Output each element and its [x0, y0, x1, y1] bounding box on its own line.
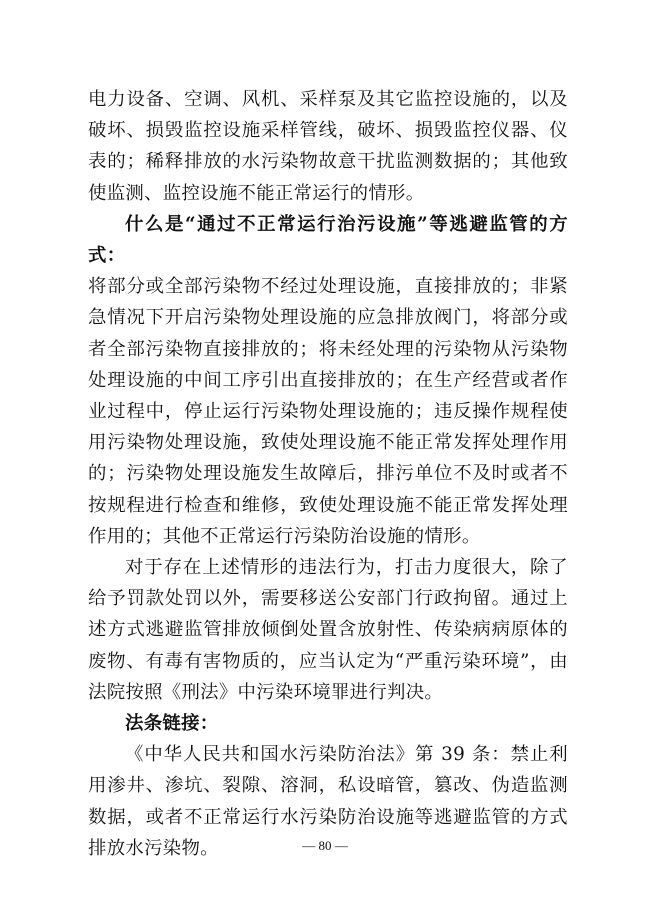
paragraph-penalties: 对于存在上述情形的违法行为，打击力度很大，除了给予罚款处罚以外，需要移送公安部门行政拘留。通过上述方式逃避监管排放倾倒处置含放射性、传染病病原体的废物、有毒有害物质的，应当认定为“严重污染环境”，由法院按照《刑法》中污染环境罪进行判决。: [88, 557, 568, 703]
heading-legal-links: 法条链接：: [125, 713, 219, 735]
paragraph-monitoring-damage: 电力设备、空调、风机、采样泵及其它监控设施的，以及破坏、损毁监控设施采样管线，破坏、损毁监控仪器、仪表的；稀释排放的水污染物故意干扰监测数据的；其他致使监测、监控设施不能正常运行的情形。: [88, 89, 568, 204]
page-number: — 80 —: [302, 838, 348, 853]
paragraph-evasion-methods: 将部分或全部污染物不经过处理设施，直接排放的；非紧急情况下开启污染物处理设施的应急排放阀门，将部分或者全部污染物直接排放的；将未经处理的污染物从污染物处理设施的中间工序引出直接排放的；在生产经营或者作业过程中，停止运行污染物处理设施的；违反操作规程使用污染物处理设施，致使处理设施不能正常发挥处理作用的；污染物处理设施发生故障后，排污单位不及时或者不按规程进行检查和维修，致使处理设施不能正常发挥处理作用的；其他不正常运行污染防治设施的情形。: [88, 276, 568, 547]
paragraph-law-article-39: 《中华人民共和国水污染防治法》第 39 条：禁止利用渗井、渗坑、裂隙、溶洞，私设暗管，篡改、伪造监测数据，或者不正常运行水污染防治设施等逃避监管的方式排放水污染物。: [88, 744, 568, 859]
heading-evasion-methods: 什么是“通过不正常运行治污设施”等逃避监管的方式：: [88, 213, 568, 267]
document-body: [88, 84, 568, 864]
